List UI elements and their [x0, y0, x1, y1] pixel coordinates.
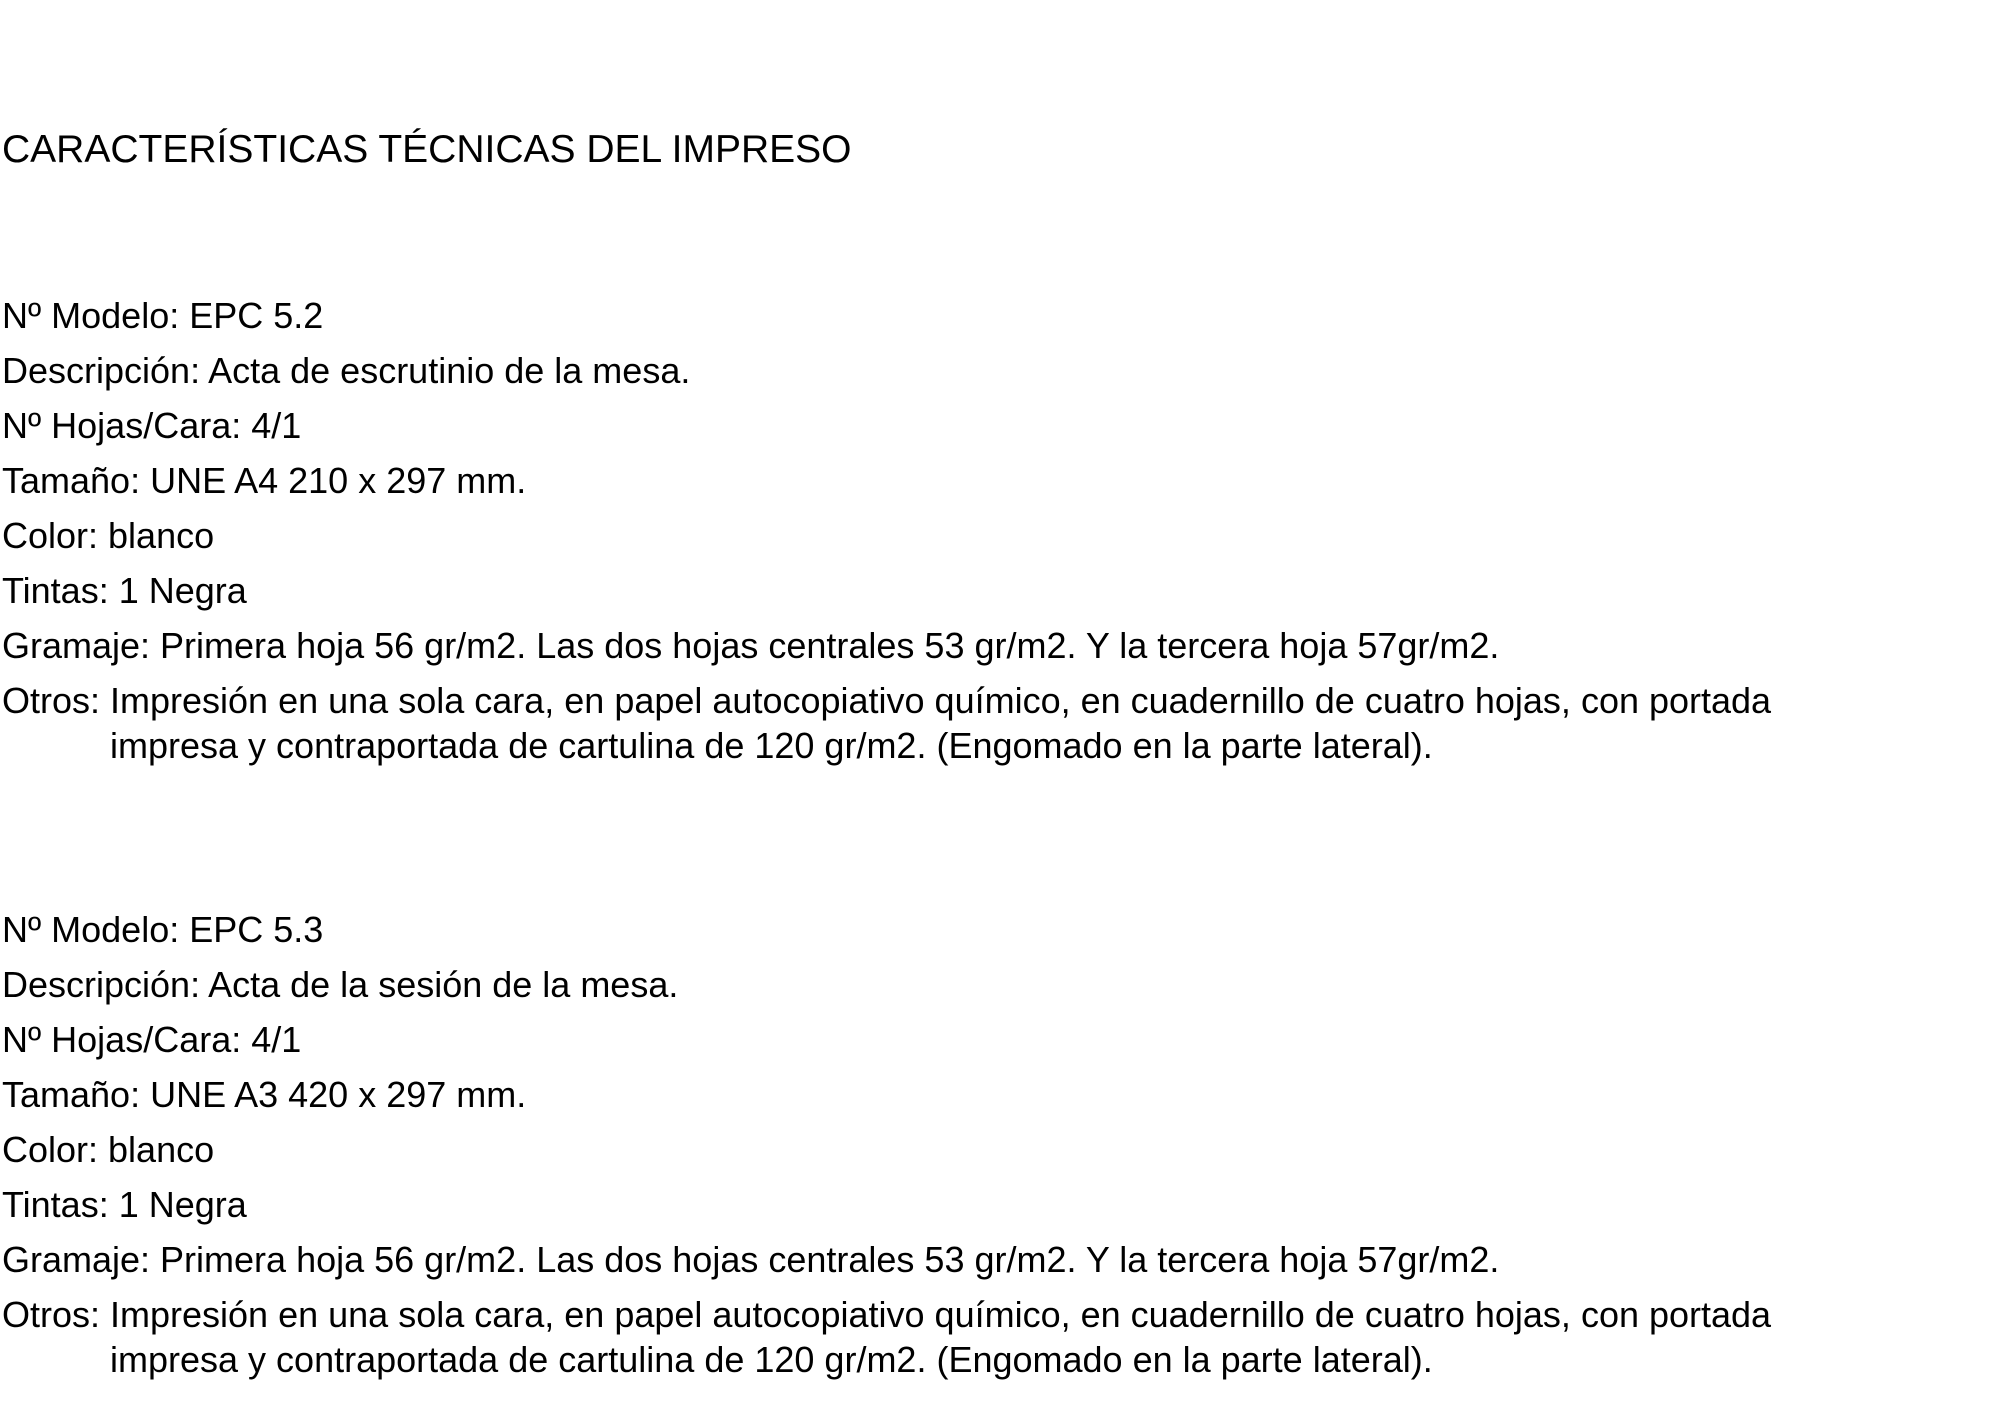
document-title: CARACTERÍSTICAS TÉCNICAS DEL IMPRESO [2, 128, 852, 171]
spec-hojas: Nº Hojas/Cara: 4/1 [2, 1019, 302, 1060]
spec-block-epc-5-3 [2, 902, 2007, 1420]
spec-otros-continuation: impresa y contraportada de cartulina de 120 gr/m2. (Engomado en la parte lateral). [110, 1339, 1433, 1380]
spec-hojas: Nº Hojas/Cara: 4/1 [2, 405, 302, 446]
spec-otros-continuation: impresa y contraportada de cartulina de 120 gr/m2. (Engomado en la parte lateral). [110, 725, 1433, 766]
spec-modelo: Nº Modelo: EPC 5.3 [2, 909, 324, 950]
spec-gramaje: Gramaje: Primera hoja 56 gr/m2. Las dos hojas centrales 53 gr/m2. Y la tercera hoja 57gr/m2. [2, 1239, 1500, 1280]
spec-tamano: Tamaño: UNE A4 210 x 297 mm. [2, 460, 527, 501]
spec-gramaje: Gramaje: Primera hoja 56 gr/m2. Las dos hojas centrales 53 gr/m2. Y la tercera hoja 57gr/m2. [2, 625, 1500, 666]
spec-otros: Otros: Impresión en una sola cara, en papel autocopiativo químico, en cuadernillo de cuatro hojas, con portada [2, 680, 1772, 721]
spec-color: Color: blanco [2, 515, 215, 556]
spec-descripcion: Descripción: Acta de la sesión de la mesa. [2, 964, 679, 1005]
spec-otros: Otros: Impresión en una sola cara, en papel autocopiativo químico, en cuadernillo de cuatro hojas, con portada [2, 1294, 1772, 1335]
spec-descripcion: Descripción: Acta de escrutinio de la mesa. [2, 350, 691, 391]
spec-modelo: Nº Modelo: EPC 5.2 [2, 295, 324, 336]
spec-tintas: Tintas: 1 Negra [2, 1184, 247, 1225]
spec-tintas: Tintas: 1 Negra [2, 570, 247, 611]
spec-color: Color: blanco [2, 1129, 215, 1170]
spec-block-epc-5-2 [2, 288, 2007, 806]
spec-tamano: Tamaño: UNE A3 420 x 297 mm. [2, 1074, 527, 1115]
